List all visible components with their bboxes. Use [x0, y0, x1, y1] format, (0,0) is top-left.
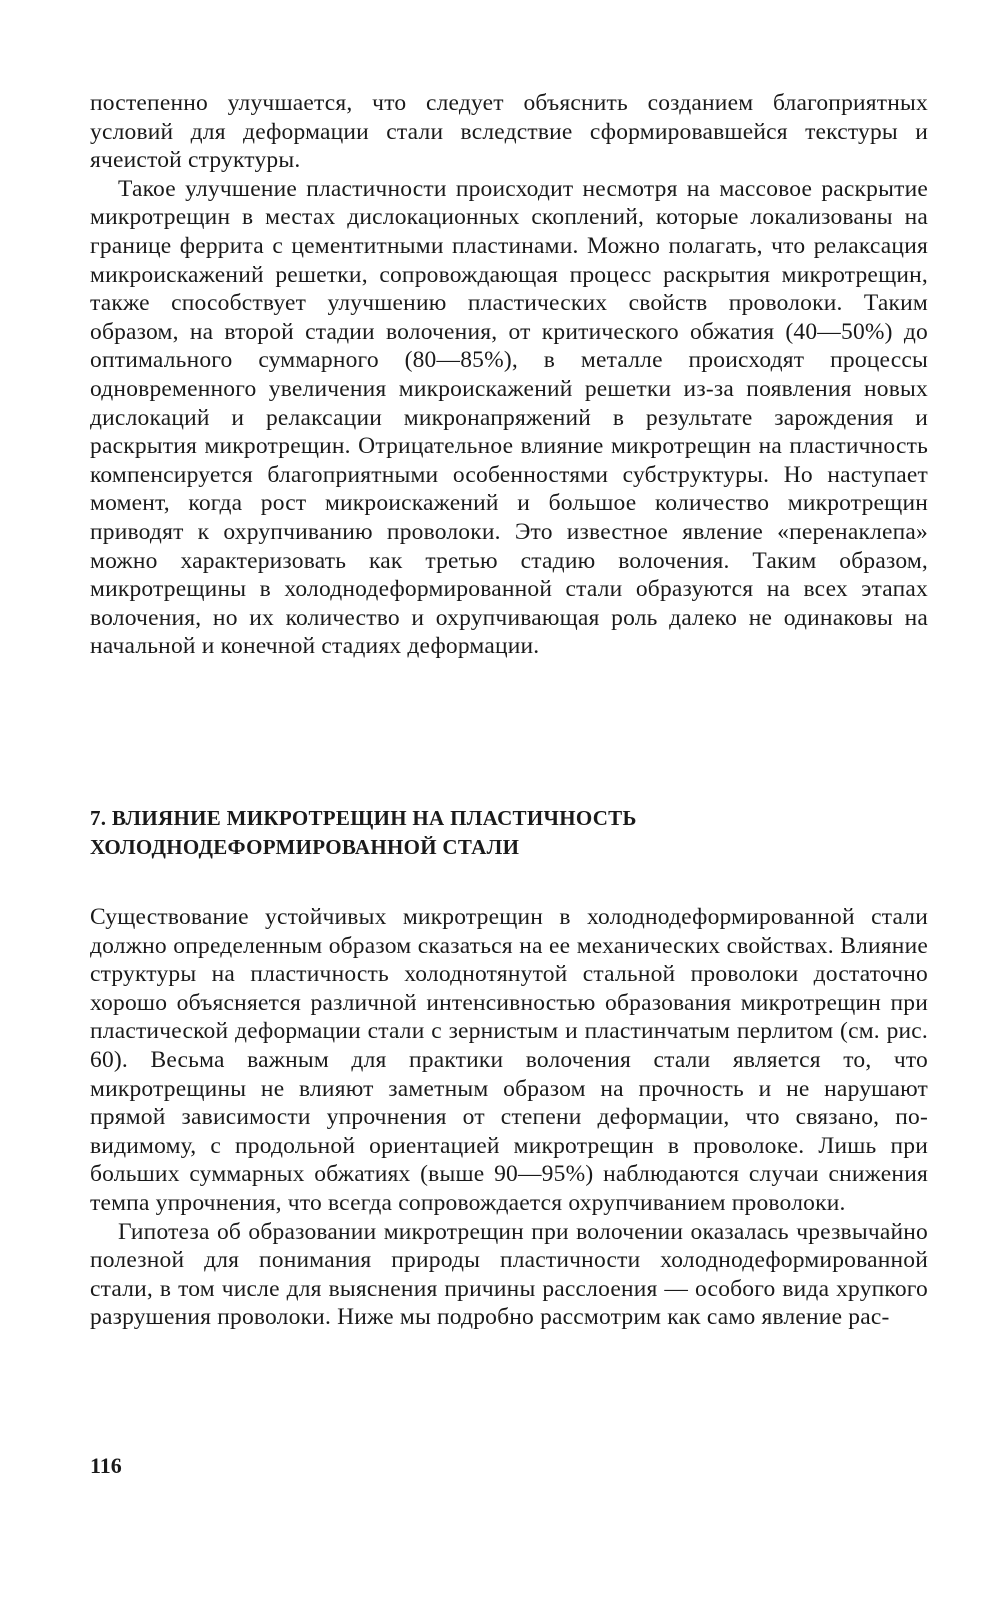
paragraph-continuation: постепенно улучшается, что следует объяснить созданием благоприятных условий для деформации стали вследствие сформировавшейся текстуры и ячеистой структуры. [90, 90, 928, 174]
bottom-text-block [90, 903, 928, 1332]
paragraph-hypothesis: Гипотеза об образовании микротрещин при волочении оказалась чрезвычайно полезной для понимания природы пластичности холоднодеформированной стали, в том числе для выяснения причины расслоения — особого вида хрупкого разрушения проволоки. Ниже мы подробно рассмотрим как само явление рас- [90, 1218, 928, 1331]
paragraph-microcracks-existence: Существование устойчивых микротрещин в холоднодеформированной стали должно определенным образом сказаться на ее механических свойствах. Влияние структуры на пластичность холоднотянутой стальной проволоки достаточно хорошо объясняется различной интенсивностью образования микротрещин при пластической деформации стали с зернистым и пластинчатым перлитом (см. рис. 60). Весьма важным для практики волочения стали является то, что микротрещины не влияют заметным образом на прочность и не нарушают прямой зависимости упрочнения от степени деформации, что связано, по-видимому, с продольной ориентацией микротрещин в проволоке. Лишь при больших суммарных обжатиях (выше 90—95%) наблюдаются случаи снижения темпа упрочнения, что всегда сопровождается охрупчиванием проволоки. [90, 904, 928, 1216]
page-number: 116 [90, 1453, 122, 1478]
top-text-block [90, 89, 928, 661]
paragraph-plasticity-improvement: Такое улучшение пластичности происходит несмотря на массовое раскрытие микротрещин в местах дислокационных скоплений, которые локализованы на границе феррита с цементитными пластинами. Можно полагать, что релаксация микроискажений решетки, сопровождающая процесс раскрытия микротрещин, также способствует улучшению пластических свойств проволоки. Таким образом, на второй стадии волочения, от критического обжатия (40—50%) до оптимального суммарного (80—85%), в металле происходят процессы одновременного увеличения микроискажений решетки из-за появления новых дислокаций и релаксации микронапряжений в результате зарождения и раскрытия микротрещин. Отрицательное влияние микротрещин на пластичность компенсируется благоприятными особенностями субструктуры. Но наступает момент, когда рост микроискажений и большое количество микротрещин приводят к охрупчиванию проволоки. Это известное явление «перенаклепа» можно характеризовать как третью стадию волочения. Таким образом, микротрещины в холоднодеформированной стали образуются на всех этапах волочения, но их количество и охрупчивающая роль далеко не одинаковы на начальной и конечной стадиях деформации. [90, 175, 928, 660]
section-heading-line-2: ХОЛОДНОДЕФОРМИРОВАННОЙ СТАЛИ [90, 835, 520, 859]
section-heading [90, 804, 928, 862]
section-heading-line-1: 7. ВЛИЯНИЕ МИКРОТРЕЩИН НА ПЛАСТИЧНОСТЬ [90, 806, 637, 830]
